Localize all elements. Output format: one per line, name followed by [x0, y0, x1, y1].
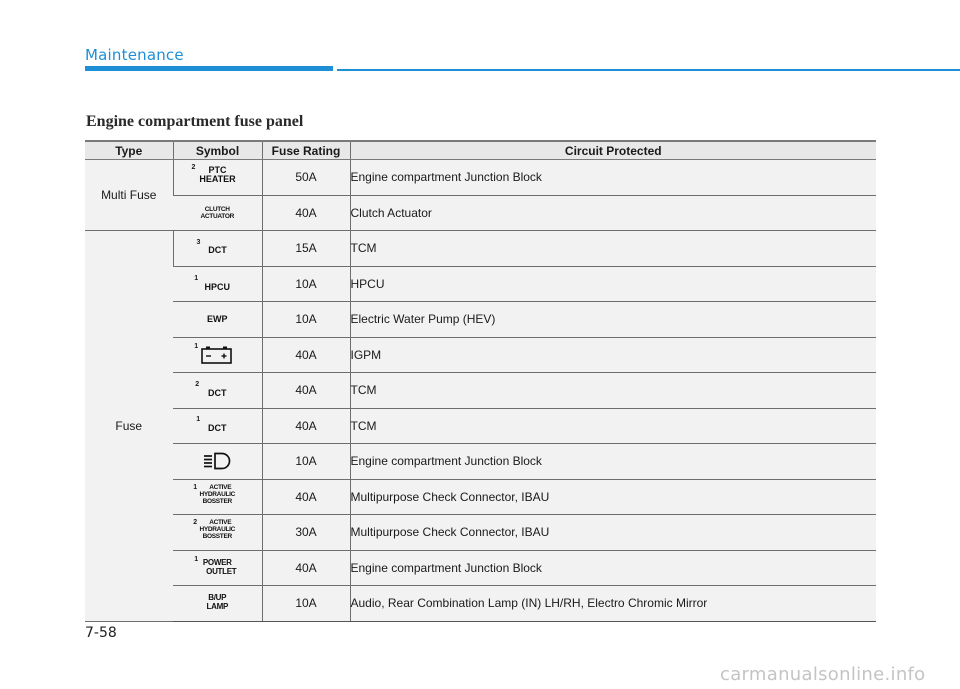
symbol-ewp: EWP — [206, 314, 228, 325]
symbol-active-hydraulic-booster-1: 1 ACTIVE HYDRAULIC BOSSTER — [193, 483, 236, 505]
symbol-cell — [173, 302, 262, 338]
table-row — [85, 266, 876, 302]
symbol-active-hydraulic-booster-2: 2 ACTIVE HYDRAULIC BOSSTER — [193, 519, 236, 541]
symbol-backup-lamp: B/UP LAMP — [206, 593, 228, 612]
fuse-rating: 15A — [262, 231, 350, 267]
type-fuse: Fuse — [85, 231, 173, 622]
section-title: Engine compartment fuse panel — [86, 113, 304, 130]
table-row — [85, 550, 876, 586]
battery-icon — [201, 346, 232, 364]
watermark: carmanualsonline.info — [720, 664, 926, 685]
table-row — [85, 444, 876, 480]
table-row — [85, 515, 876, 551]
fuse-rating: 10A — [262, 444, 350, 480]
symbol-cell — [173, 515, 262, 551]
page-header-title: Maintenance — [85, 46, 184, 64]
circuit-protected: Engine compartment Junction Block — [350, 160, 876, 196]
circuit-protected: Audio, Rear Combination Lamp (IN) LH/RH, Electro Chromic Mirror — [350, 586, 876, 622]
circuit-protected: TCM — [350, 373, 876, 409]
circuit-protected: IGPM — [350, 337, 876, 373]
symbol-clutch-actuator: CLUTCH ACTUATOR — [200, 205, 234, 220]
symbol-dct-3: 3 DCT — [196, 239, 227, 256]
fuse-rating: 10A — [262, 302, 350, 338]
table-row — [85, 302, 876, 338]
circuit-protected: Multipurpose Check Connector, IBAU — [350, 515, 876, 551]
symbol-cell — [173, 550, 262, 586]
fuse-rating: 40A — [262, 479, 350, 515]
circuit-protected: TCM — [350, 408, 876, 444]
fuse-rating: 40A — [262, 550, 350, 586]
fuse-rating: 10A — [262, 586, 350, 622]
symbol-cell — [173, 408, 262, 444]
symbol-cell — [173, 373, 262, 409]
fuse-table — [85, 140, 876, 622]
symbol-cell — [173, 160, 262, 196]
table-row — [85, 479, 876, 515]
table-row — [85, 160, 876, 196]
header-circuit-protected: Circuit Protected — [350, 141, 876, 160]
symbol-cell — [173, 479, 262, 515]
fuse-rating: 40A — [262, 373, 350, 409]
symbol-dct-1: 1 DCT — [196, 415, 227, 433]
type-multi-fuse: Multi Fuse — [85, 160, 173, 231]
circuit-protected: Multipurpose Check Connector, IBAU — [350, 479, 876, 515]
table-header-row — [85, 141, 876, 160]
symbol-ptc-heater: 2 PTC HEATER — [191, 164, 236, 185]
header-rule-thick — [85, 66, 333, 71]
symbol-cell — [173, 266, 262, 302]
fuse-rating: 40A — [262, 195, 350, 231]
circuit-protected: HPCU — [350, 266, 876, 302]
circuit-protected: Electric Water Pump (HEV) — [350, 302, 876, 338]
table-row — [85, 231, 876, 267]
symbol-headlamp — [185, 447, 249, 475]
symbol-cell — [173, 337, 262, 373]
symbol-hpcu: 1 HPCU — [194, 274, 230, 292]
symbol-battery: 1 — [185, 341, 249, 369]
headlamp-icon — [202, 452, 232, 470]
symbol-dct-2: 2 DCT — [195, 381, 227, 399]
fuse-rating: 40A — [262, 337, 350, 373]
page-number: 7-58 — [85, 625, 117, 641]
fuse-rating: 10A — [262, 266, 350, 302]
header-fuse-rating: Fuse Rating — [262, 141, 350, 160]
header-type: Type — [85, 141, 173, 160]
symbol-cell — [173, 444, 262, 480]
symbol-power-outlet: 1 POWER OUTLET — [194, 555, 237, 576]
table-row — [85, 373, 876, 409]
circuit-protected: Engine compartment Junction Block — [350, 550, 876, 586]
fuse-rating: 30A — [262, 515, 350, 551]
fuse-rating: 40A — [262, 408, 350, 444]
symbol-cell — [173, 586, 262, 622]
symbol-cell — [173, 195, 262, 231]
fuse-rating: 50A — [262, 160, 350, 196]
table-row — [85, 337, 876, 373]
table-row — [85, 408, 876, 444]
header-rule-thin — [337, 69, 960, 71]
circuit-protected: Engine compartment Junction Block — [350, 444, 876, 480]
table-row — [85, 195, 876, 231]
header-symbol: Symbol — [173, 141, 262, 160]
circuit-protected: Clutch Actuator — [350, 195, 876, 231]
symbol-cell — [173, 231, 262, 267]
table-row — [85, 586, 876, 622]
circuit-protected: TCM — [350, 231, 876, 267]
